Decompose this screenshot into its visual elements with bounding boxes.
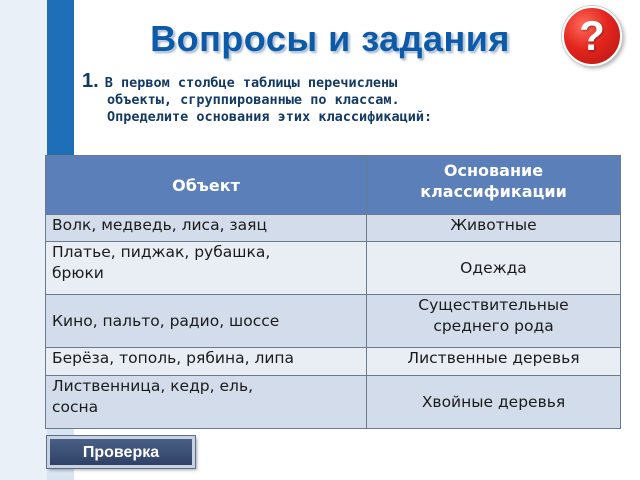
table-row: [46, 242, 621, 295]
table-row: [46, 295, 621, 348]
table-row: [46, 376, 621, 429]
basis-cell: [367, 295, 621, 348]
header-basis-line-2: классификации: [420, 182, 567, 201]
table-row: [46, 215, 621, 242]
task-line-1: В первом столбце таблицы перечислены: [104, 75, 398, 91]
basis-text: Хвойные деревья: [421, 392, 566, 411]
help-question-icon[interactable]: ?: [562, 6, 622, 66]
table-row: [46, 348, 621, 376]
header-basis-line-1: Основание: [443, 161, 544, 180]
object-cell: [46, 295, 367, 348]
check-button[interactable]: Проверка: [47, 436, 195, 468]
object-cell: [46, 242, 367, 295]
task-number: 1.: [82, 70, 99, 92]
basis-text: Лиственные деревья: [407, 349, 580, 367]
basis-text: Существительные: [418, 296, 569, 314]
header-object-label: Объект: [172, 175, 240, 195]
left-accent-bar: [47, 0, 74, 165]
basis-text-line-2: среднего рода: [433, 317, 554, 335]
task-line-2: объекты, сгруппированные по классам.: [107, 92, 400, 108]
object-text: Берёза, тополь, рябина, липа: [52, 349, 295, 367]
object-cell: [46, 348, 367, 376]
header-basis: [367, 156, 621, 215]
basis-text: Одежда: [460, 258, 527, 277]
basis-cell: [367, 215, 621, 242]
object-text-line-2: брюки: [52, 264, 104, 282]
page-title: Вопросы и задания: [150, 18, 510, 59]
object-text: Кино, пальто, радио, шоссе: [52, 311, 280, 330]
object-text: Волк, медведь, лиса, заяц: [52, 216, 268, 234]
classification-table: [45, 155, 621, 429]
basis-cell: [367, 348, 621, 376]
object-text: Лиственница, кедр, ель,: [52, 377, 254, 395]
task-text: [82, 70, 602, 126]
object-cell: [46, 376, 367, 429]
object-text-line-2: сосна: [52, 398, 99, 416]
basis-text: Животные: [450, 216, 537, 234]
basis-cell: [367, 242, 621, 295]
basis-cell: [367, 376, 621, 429]
object-text: Платье, пиджак, рубашка,: [52, 243, 271, 261]
task-line-3: Определите основания этих классификаций:: [107, 109, 433, 125]
table-header-row: [46, 156, 621, 215]
object-cell: [46, 215, 367, 242]
header-object: [46, 156, 367, 215]
